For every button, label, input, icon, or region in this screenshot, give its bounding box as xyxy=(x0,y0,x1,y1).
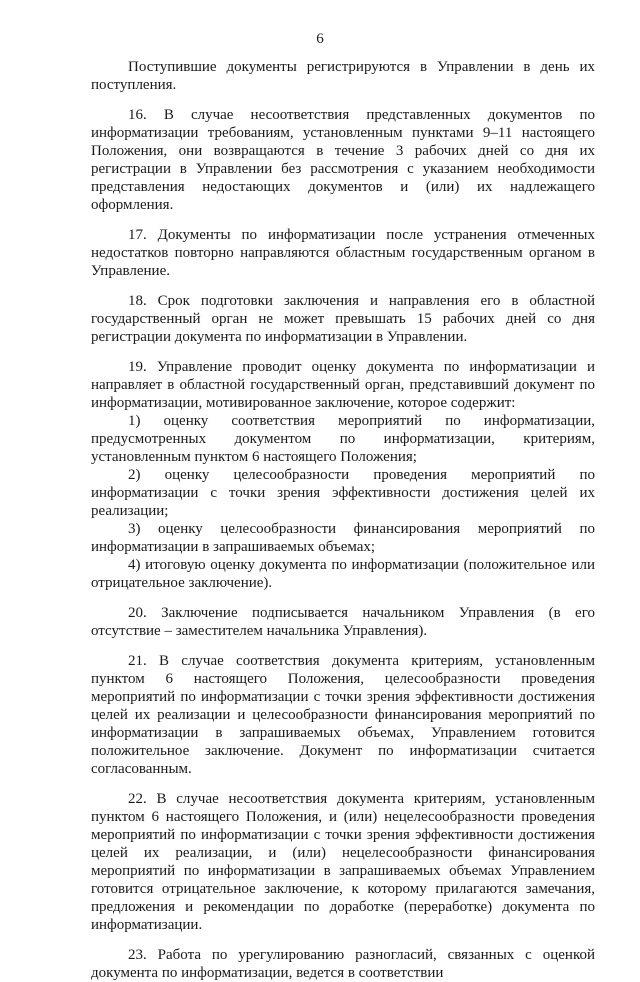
paragraph-22: 22. В случае несоответствия документа критериям, установленным пунктом 6 настоящего Положения, и (или) нецелесообразности проведения мероприятий по информатизации с точки зрения эффективности достижения целей их реализации, и (или) нецелесообразности финансирования мероприятий по информатизации в запрашиваемых объемах Управлением готовится отрицательное заключение, к которому прилагаются замечания, предложения и рекомендации по доработке (переработке) документа по информатизации. xyxy=(91,791,595,933)
paragraph-23: 23. Работа по урегулированию разногласий, связанных с оценкой документа по информатизации, ведется в соответствии xyxy=(91,947,595,981)
paragraph-registration: Поступившие документы регистрируются в Управлении в день их поступления. xyxy=(91,59,595,93)
document-body xyxy=(91,58,595,982)
paragraph-21: 21. В случае соответствия документа критериям, установленным пунктом 6 настоящего Положения, целесообразности проведения мероприятий по информатизации с точки зрения эффективности достижения целей их реализации и целесообразности финансирования мероприятий по информатизации в запрашиваемых объемах, Управлением готовится положительное заключение. Документ по информатизации считается согласованным. xyxy=(91,653,595,777)
paragraph-18: 18. Срок подготовки заключения и направления его в областной государственный орган не может превышать 15 рабочих дней со дня регистрации документа по информатизации в Управлении. xyxy=(91,293,595,345)
paragraph-19-item-3: 3) оценку целесообразности финансирования мероприятий по информатизации в запрашиваемых объемах; xyxy=(91,521,595,555)
paragraph-17: 17. Документы по информатизации после устранения отмеченных недостатков повторно направляются областным государственным органом в Управление. xyxy=(91,227,595,279)
paragraph-19-item-2: 2) оценку целесообразности проведения мероприятий по информатизации с точки зрения эффективности достижения целей их реализации; xyxy=(91,467,595,519)
paragraph-19: 19. Управление проводит оценку документа по информатизации и направляет в областной государственный орган, представивший документ по информатизации, мотивированное заключение, которое содержит: xyxy=(91,359,595,411)
paragraph-16: 16. В случае несоответствия представленных документов по информатизации требованиям, установленным пунктами 9–11 настоящего Положения, они возвращаются в течение 3 рабочих дней со дня их регистрации в Управлении без рассмотрения с указанием необходимости представления недостающих документов и (или) их надлежащего оформления. xyxy=(91,107,595,213)
page-number: 6 xyxy=(316,31,324,47)
paragraph-19-item-1: 1) оценку соответствия мероприятий по информатизации, предусмотренных документом по информатизации, критериям, установленным пунктом 6 настоящего Положения; xyxy=(91,413,595,465)
paragraph-19-item-4: 4) итоговую оценку документа по информатизации (положительное или отрицательное заключение). xyxy=(91,557,595,591)
paragraph-20: 20. Заключение подписывается начальником Управления (в его отсутствие – заместителем начальника Управления). xyxy=(91,605,595,639)
